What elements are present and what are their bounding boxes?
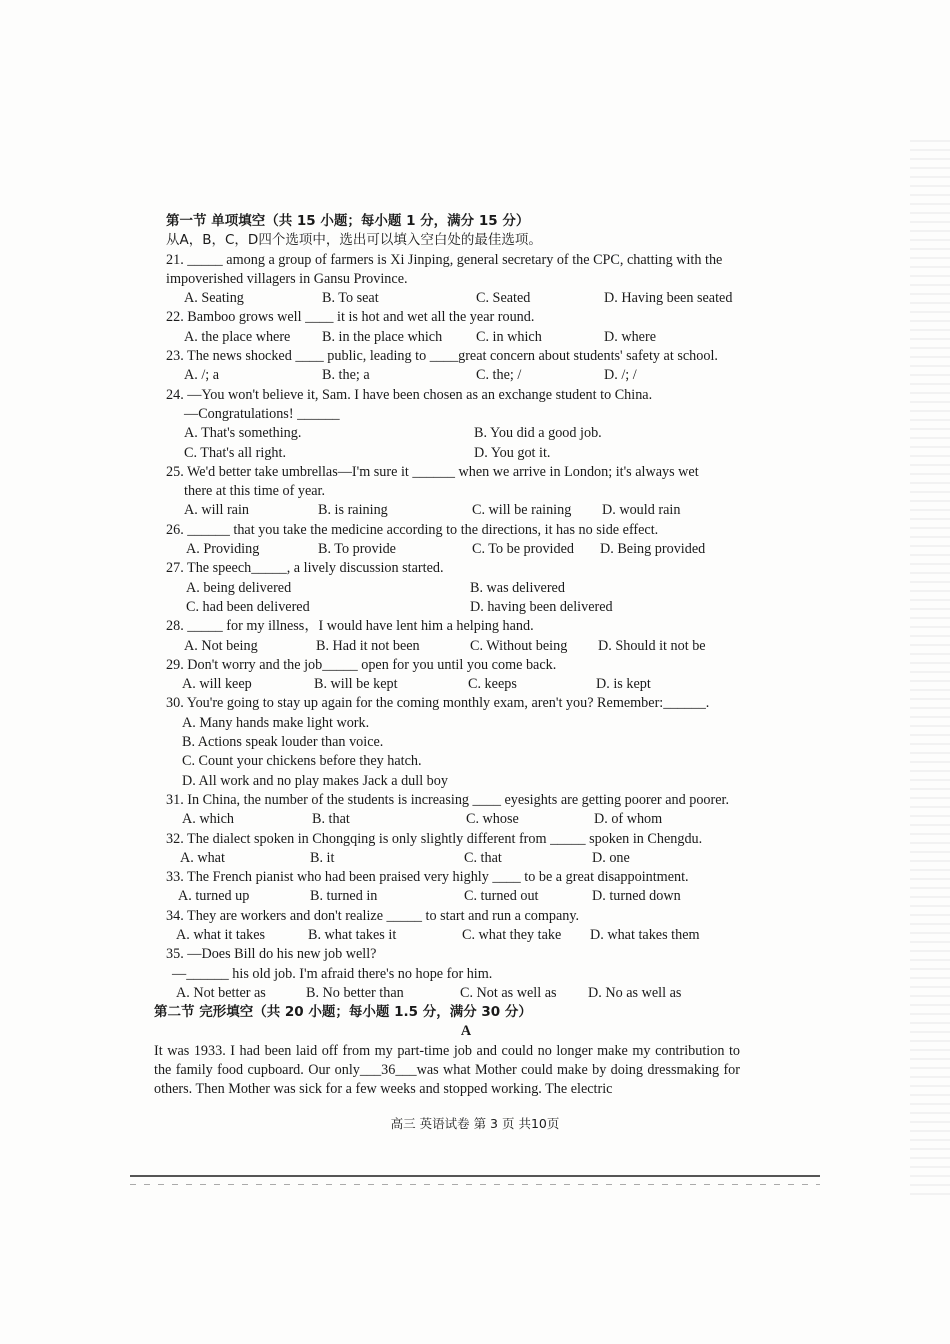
scan-edge-line <box>130 1175 820 1177</box>
question-31-options <box>166 810 766 829</box>
passage-text: It was 1933. I had been laid off from my part-time job and could no longer make my contribution to the family food cupboard. Our only___36___was what Mother could make by doing dressmaking for others. Then Mother was sick for a few weeks and stopped working. The electric <box>154 1042 740 1098</box>
option-c: C. keeps <box>468 676 517 693</box>
scan-edge-dashes <box>130 1184 820 1185</box>
question-21-stem-cont: impoverished villagers in Gansu Province. <box>166 270 408 287</box>
question-26-stem: 26. ______ that you take the medicine according to the directions, it has no side effect. <box>166 521 659 538</box>
question-26-options <box>166 540 766 559</box>
option-b: B. Had it not been <box>316 637 420 654</box>
question-23-stem: 23. The news shocked ____ public, leading to ____great concern about students' safety at school. <box>166 348 718 365</box>
option-b: B. To seat <box>322 290 379 307</box>
option-d: D. one <box>592 849 630 866</box>
section1-instruction: 从A，B，C，D四个选项中，选出可以填入空白处的最佳选项。 <box>166 232 542 249</box>
question-24-options-cd <box>166 444 766 463</box>
option-a: A. Not better as <box>176 984 266 1001</box>
option-d: D. would rain <box>602 502 681 519</box>
option-b: B. will be kept <box>314 676 398 693</box>
page-footer: 高三 英语试卷 第 3 页 共10页 <box>390 1116 560 1131</box>
option-c: C. whose <box>466 811 519 828</box>
question-30-stem: 30. You're going to stay up again for the coming monthly exam, aren't you? Remember:______. <box>166 695 710 712</box>
option-b: B. in the place which <box>322 328 443 345</box>
option-c: C. the; / <box>476 367 522 384</box>
option-a: A. being delivered <box>186 579 292 596</box>
option-d: D. turned down <box>592 888 681 905</box>
option-c: C. Without being <box>470 637 568 654</box>
question-28-options <box>166 637 766 656</box>
option-a: A. Seating <box>184 290 244 307</box>
question-30-option-c <box>166 752 766 771</box>
option-b: B. it <box>310 849 335 866</box>
question-21-stem: 21. _____ among a group of farmers is Xi Jinping, general secretary of the CPC, chatting with the <box>166 251 723 268</box>
option-b: B. the; a <box>322 367 370 384</box>
option-a: A. what it takes <box>176 926 266 943</box>
question-30-option-a <box>166 714 766 733</box>
option-b: B. No better than <box>306 984 404 1001</box>
question-29-options <box>166 675 766 694</box>
option-b: B. is raining <box>318 502 388 519</box>
question-24-options-ab <box>166 424 766 443</box>
option-c: C. Not as well as <box>460 984 557 1001</box>
passage-title: A <box>460 1023 472 1040</box>
question-22-stem: 22. Bamboo grows well ____ it is hot and wet all the year round. <box>166 309 535 326</box>
option-c: C. turned out <box>464 888 539 905</box>
question-35-stem-cont: —______ his old job. I'm afraid there's no hope for him. <box>172 965 493 982</box>
question-29-stem: 29. Don't worry and the job_____ open for you until you come back. <box>166 656 557 673</box>
question-33-options <box>166 887 766 906</box>
section1-heading: 第一节 单项填空（共 15 小题；每小题 1 分，满分 15 分） <box>166 213 530 229</box>
section2-heading: 第二节 完形填空（共 20 小题；每小题 1.5 分，满分 30 分） <box>154 1004 532 1021</box>
option-c: C. That's all right. <box>184 444 286 461</box>
option-d: D. /; / <box>604 367 637 384</box>
option-c: C. Count your chickens before they hatch. <box>182 753 422 770</box>
option-d: D. No as well as <box>588 984 682 1001</box>
question-34-options <box>166 926 766 945</box>
option-a: A. the place where <box>184 328 291 345</box>
option-d: D. Having been seated <box>604 290 733 307</box>
question-34-stem: 34. They are workers and don't realize _____ to start and run a company. <box>166 907 580 924</box>
option-d: D. what takes them <box>590 926 700 943</box>
question-23-options <box>166 366 766 385</box>
exam-content <box>154 212 766 1100</box>
question-30-option-d <box>166 772 766 791</box>
question-32-stem: 32. The dialect spoken in Chongqing is only slightly different from _____ spoken in Chengdu. <box>166 830 703 847</box>
option-a: A. will keep <box>182 676 252 693</box>
option-d: D. is kept <box>596 676 651 693</box>
option-c: C. Seated <box>476 290 531 307</box>
option-c: C. that <box>464 849 502 866</box>
question-35-options <box>166 984 766 1003</box>
option-d: D. Should it not be <box>598 637 706 654</box>
question-22-options <box>166 328 766 347</box>
question-32-options <box>166 849 766 868</box>
option-a: A. Not being <box>184 637 258 654</box>
option-a: A. Many hands make light work. <box>182 714 370 731</box>
option-a: A. /; a <box>184 367 220 384</box>
question-31-stem: 31. In China, the number of the students is increasing ____ eyesights are getting poorer and poorer. <box>166 791 730 808</box>
option-b: B. To provide <box>318 541 396 558</box>
option-b: B. Actions speak louder than voice. <box>182 734 384 751</box>
question-25-options <box>166 501 766 520</box>
option-a: A. Providing <box>186 541 260 558</box>
option-d: D. of whom <box>594 811 663 828</box>
option-b: B. was delivered <box>470 579 565 596</box>
option-a: A. will rain <box>184 502 250 519</box>
question-21-options <box>166 289 766 308</box>
question-30-option-b <box>166 733 766 752</box>
question-33-stem: 33. The French pianist who had been praised very highly ____ to be a great disappointment. <box>166 869 689 886</box>
option-c: C. in which <box>476 328 542 345</box>
question-25-stem-cont: there at this time of year. <box>184 483 326 500</box>
option-a: A. which <box>182 811 235 828</box>
option-d: D. You got it. <box>474 444 551 461</box>
option-b: B. turned in <box>310 888 378 905</box>
option-b: B. what takes it <box>308 926 397 943</box>
option-c: C. what they take <box>462 926 562 943</box>
option-d: D. having been delivered <box>470 598 613 615</box>
option-a: A. turned up <box>178 888 250 905</box>
scan-noise <box>910 140 950 1200</box>
question-27-stem: 27. The speech_____, a lively discussion started. <box>166 560 444 577</box>
question-24-stem: 24. —You won't believe it, Sam. I have been chosen as an exchange student to China. <box>166 386 653 403</box>
option-c: C. will be raining <box>472 502 572 519</box>
question-25-stem: 25. We'd better take umbrellas—I'm sure it ______ when we arrive in London; it's always wet <box>166 463 699 480</box>
option-d: D. Being provided <box>600 541 706 558</box>
question-28-stem: 28. _____ for my illness，I would have lent him a helping hand. <box>166 618 534 635</box>
option-c: C. To be provided <box>472 541 574 558</box>
option-d: D. where <box>604 328 656 345</box>
option-b: B. You did a good job. <box>474 425 602 442</box>
question-27-options-cd <box>166 598 766 617</box>
option-c: C. had been delivered <box>186 598 310 615</box>
option-b: B. that <box>312 811 350 828</box>
option-a: A. what <box>180 849 225 866</box>
question-35-stem: 35. —Does Bill do his new job well? <box>166 946 377 963</box>
option-a: A. That's something. <box>184 425 302 442</box>
question-24-stem-cont: —Congratulations! ______ <box>184 405 340 422</box>
question-27-options-ab <box>166 579 766 598</box>
option-d: D. All work and no play makes Jack a dull boy <box>182 772 448 789</box>
